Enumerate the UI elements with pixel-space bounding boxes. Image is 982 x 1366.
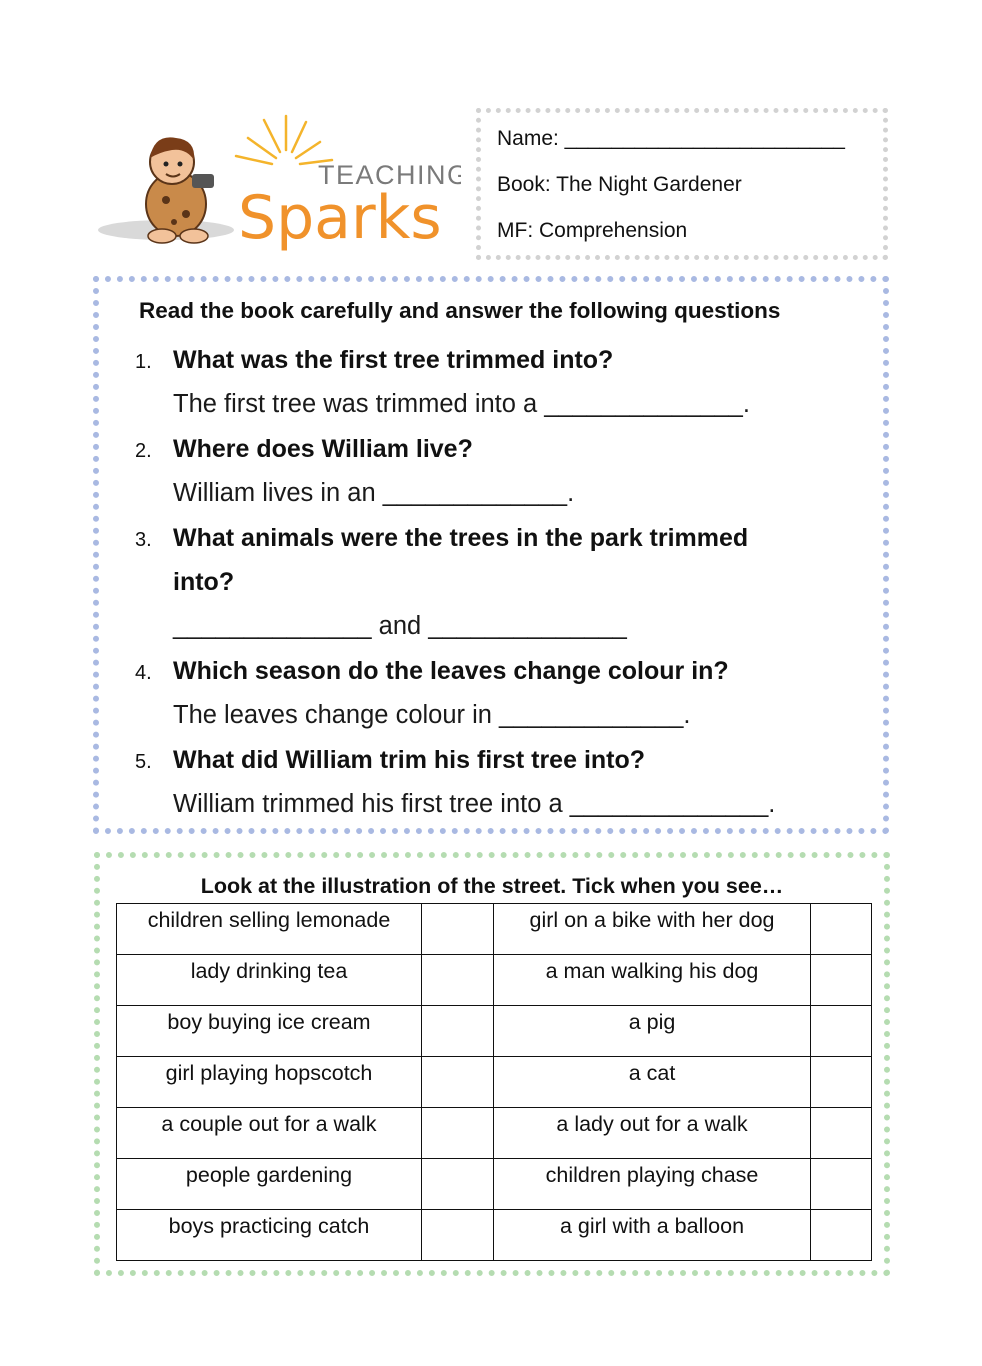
question-text: Where does William live? [173,435,473,463]
tick-item: girl on a bike with her dog [494,904,811,955]
answer-line-4[interactable]: The leaves change colour in _____________. [173,701,691,729]
table-row [117,1159,872,1210]
questions-heading: Read the book carefully and answer the following questions [139,298,781,323]
table-row [117,904,872,955]
tick-box[interactable] [811,1108,872,1159]
tick-box[interactable] [811,904,872,955]
question-text: into? [173,568,235,596]
table-row [117,955,872,1006]
tick-box[interactable] [422,1006,494,1057]
tick-item: a couple out for a walk [117,1108,422,1159]
question-1 [135,346,613,375]
tick-item: children playing chase [494,1159,811,1210]
tick-heading: Look at the illustration of the street. Tick when you see… [200,874,784,898]
table-row [117,1210,872,1261]
tick-box[interactable] [422,904,494,955]
tick-box[interactable] [811,1057,872,1108]
tick-box[interactable] [811,1159,872,1210]
question-2 [135,435,473,464]
tick-box[interactable] [422,1159,494,1210]
tick-box[interactable] [811,1006,872,1057]
book-label: Book: The Night Gardener [497,173,742,196]
question-number: 1. [135,351,152,373]
teaching-sparks-logo [96,112,461,262]
tick-box[interactable] [811,955,872,1006]
question-text: What was the first tree trimmed into? [173,346,614,374]
tick-item: lady drinking tea [117,955,422,1006]
question-text: What animals were the trees in the park trimmed [173,524,749,552]
tick-section [94,852,890,1276]
tick-item: children selling lemonade [117,904,422,955]
question-text: What did William trim his first tree into? [173,746,646,774]
tick-item: people gardening [117,1159,422,1210]
brand-top-text: TEACHING [318,160,461,190]
tick-box[interactable] [422,1210,494,1261]
question-number: 5. [135,751,152,773]
tick-item: boy buying ice cream [117,1006,422,1057]
question-number: 2. [135,440,152,462]
tick-box[interactable] [811,1210,872,1261]
tick-item: a pig [494,1006,811,1057]
tick-box[interactable] [422,955,494,1006]
table-row [117,1057,872,1108]
question-3 [135,524,748,553]
mf-label: MF: Comprehension [497,219,688,242]
question-text: Which season do the leaves change colour in? [173,657,729,685]
student-info-box [476,108,888,260]
tick-item: a lady out for a walk [494,1108,811,1159]
tick-item: boys practicing catch [117,1210,422,1261]
tick-item: girl playing hopscotch [117,1057,422,1108]
tick-item: a girl with a balloon [494,1210,811,1261]
tick-box[interactable] [422,1108,494,1159]
question-5 [135,746,645,775]
spark-rays-icon [236,116,332,164]
tick-box[interactable] [422,1057,494,1108]
questions-section [93,276,889,834]
table-row [117,1006,872,1057]
tick-item: a man walking his dog [494,955,811,1006]
tick-item: a cat [494,1057,811,1108]
tick-table [116,903,872,1261]
answer-line-5[interactable]: William trimmed his first tree into a ______________. [173,790,776,818]
question-number: 4. [135,662,152,684]
answer-line-2[interactable]: William lives in an _____________. [173,479,575,507]
brand-bottom-text: Sparks [238,183,442,253]
answer-line-1[interactable]: The first tree was trimmed into a ______________. [173,390,750,418]
question-3-continued [173,568,234,597]
answer-line-3[interactable]: ______________ and ______________ [173,612,627,640]
name-field[interactable]: Name: ________________________ [497,127,845,150]
question-4 [135,657,729,686]
table-row [117,1108,872,1159]
question-number: 3. [135,529,152,551]
